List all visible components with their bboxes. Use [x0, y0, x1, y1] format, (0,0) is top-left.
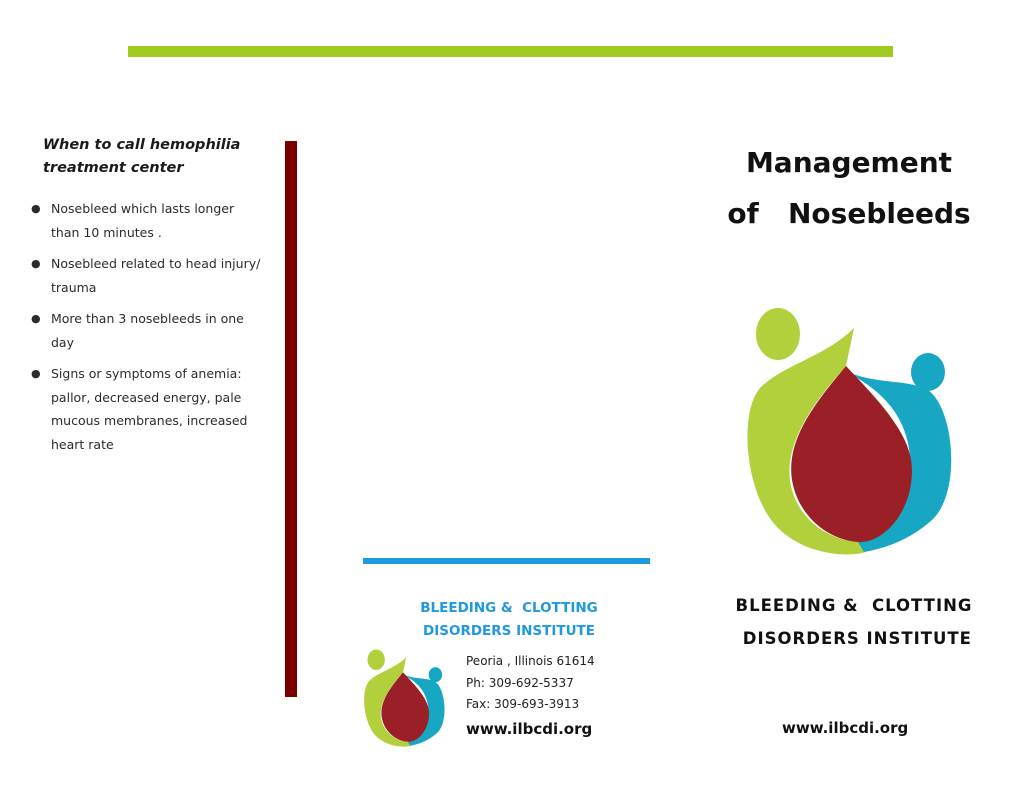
top-green-bar	[128, 46, 893, 57]
call-center-heading	[43, 134, 283, 180]
bullet-dot-icon: ●	[31, 312, 41, 325]
contact-phone: Ph: 309-692-5337	[466, 676, 574, 690]
cover-org-name: DISORDERS INSTITUTE	[736, 629, 972, 648]
cover-website-link[interactable]: www.ilbcdi.org	[782, 719, 909, 737]
bullet-dot-icon: ●	[31, 257, 41, 270]
list-item	[30, 197, 280, 244]
list-item-line: trauma	[51, 279, 97, 295]
list-item-line: day	[51, 334, 74, 350]
people-drop-logo-icon	[362, 646, 448, 750]
contact-fax: Fax: 309-693-3913	[466, 697, 580, 711]
contact-org-name: BLEEDING & CLOTTING	[420, 600, 598, 616]
list-item	[30, 362, 280, 456]
bullet-dot-icon: ●	[31, 367, 41, 380]
contact-address: Peoria , Illinois 61614	[466, 654, 595, 668]
cover-org-name: BLEEDING & CLOTTING	[735, 596, 973, 615]
list-item-line: More than 3 nosebleeds in one	[51, 311, 244, 326]
list-item-line: Nosebleed related to head injury/	[51, 256, 261, 271]
contact-org-name: DISORDERS INSTITUTE	[423, 623, 595, 639]
call-center-heading-line: treatment center	[43, 160, 184, 176]
cover-title: of Nosebleeds	[727, 197, 971, 230]
list-item-line: mucous membranes, increased	[51, 413, 248, 428]
people-drop-logo-icon	[742, 304, 960, 558]
list-item-line: pallor, decreased energy, pale	[51, 389, 242, 405]
list-item-line: Signs or symptoms of anemia:	[51, 366, 242, 381]
list-item-line: than 10 minutes .	[51, 224, 162, 240]
call-center-heading-line: When to call hemophilia	[43, 137, 241, 153]
panel-divider	[285, 141, 297, 697]
blue-accent-bar	[363, 558, 650, 564]
list-item-line: Nosebleed which lasts longer	[51, 201, 235, 216]
cover-title: Management	[745, 146, 953, 179]
call-reasons-list	[30, 197, 280, 464]
list-item-line: heart rate	[51, 436, 114, 452]
bullet-dot-icon: ●	[31, 202, 41, 215]
list-item	[30, 252, 280, 299]
website-link[interactable]: www.ilbcdi.org	[466, 720, 593, 738]
list-item	[30, 307, 280, 354]
